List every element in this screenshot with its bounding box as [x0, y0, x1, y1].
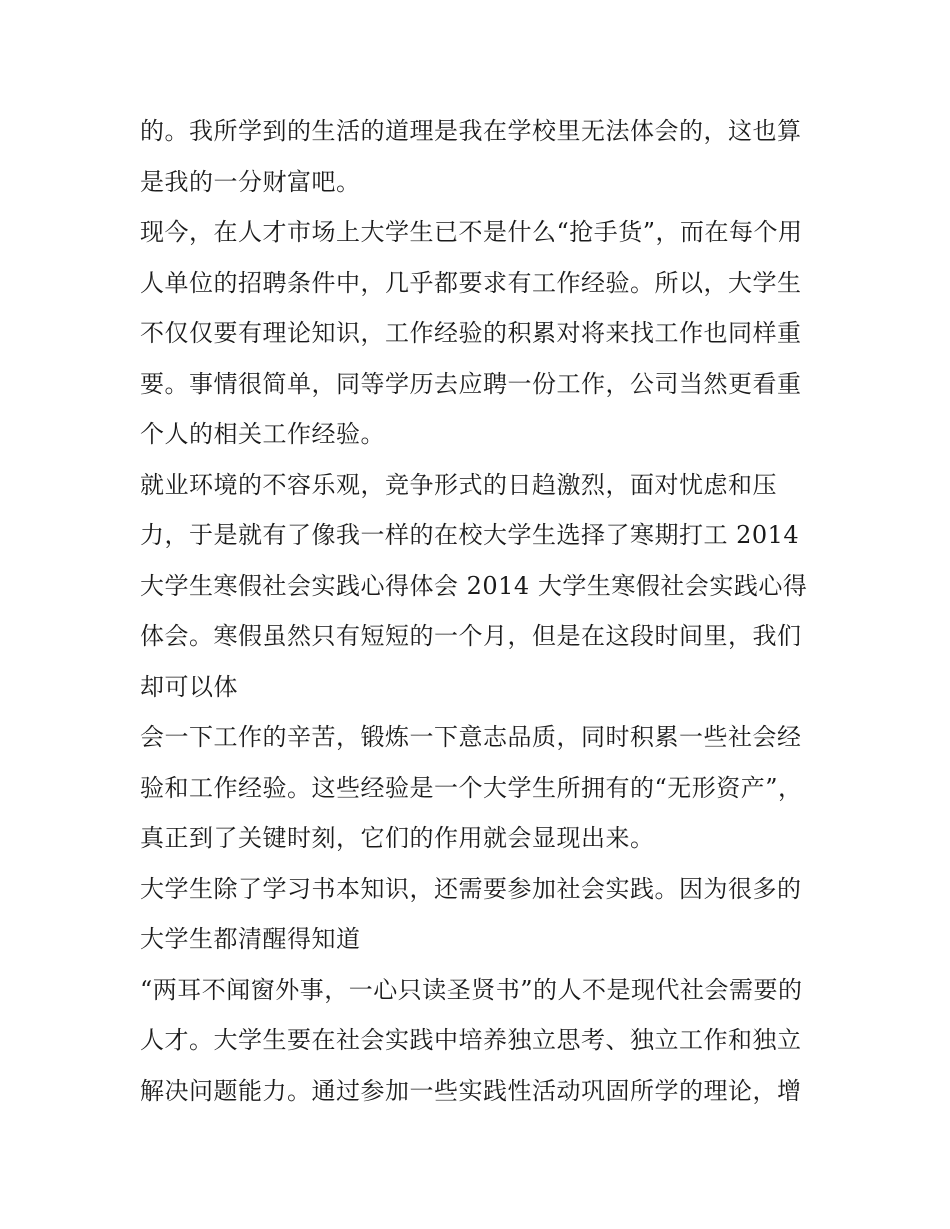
text-line: 真正到了关键时刻，它们的作用就会显现出来。 — [140, 824, 655, 852]
text-line: 力，于是就有了像我一样的在校大学生选择了寒期打工 2014 — [140, 521, 800, 549]
text-line: “两耳不闻窗外事，一心只读圣贤书”的人不是现代社会需要的 — [140, 975, 803, 1004]
text-line: 就业环境的不容乐观，竞争形式的日趋激烈，面对忧虑和压 — [140, 470, 777, 499]
text-line: 大学生除了学习书本知识，还需要参加社会实践。因为很多的 — [140, 874, 802, 903]
text-line: 不仅仅要有理论知识，工作经验的积累对将来找工作也同样重 — [140, 319, 802, 347]
body-text — [140, 106, 840, 1116]
text-line: 会一下工作的辛苦，锻炼一下意志品质，同时积累一些社会经 — [140, 723, 802, 751]
text-line: 解决问题能力。通过参加一些实践性活动巩固所学的理论，增 — [140, 1076, 802, 1105]
text-line: 的。我所学到的生活的道理是我在学校里无法体会的，这也算 — [140, 117, 802, 145]
text-line: 是我的一分财富吧。 — [140, 167, 361, 196]
text-line: 要。事情很简单，同等学历去应聘一份工作，公司当然更看重 — [140, 369, 802, 398]
text-line: 人才。大学生要在社会实践中培养独立思考、独立工作和独立 — [140, 1026, 802, 1054]
text-line: 人单位的招聘条件中，几乎都要求有工作经验。所以，大学生 — [140, 268, 802, 297]
text-line: 体会。寒假虽然只有短短的一个月，但是在这段时间里，我们 — [140, 622, 802, 650]
text-line: 却可以体 — [140, 672, 238, 701]
text-line: 大学生寒假社会实践心得体会 2014 大学生寒假社会实践心得 — [140, 571, 808, 600]
text-line: 现今，在人才市场上大学生已不是什么“抢手货”，而在每个用 — [140, 218, 803, 246]
text-line: 验和工作经验。这些经验是一个大学生所拥有的“无形资产”， — [140, 773, 803, 802]
text-line: 个人的相关工作经验。 — [140, 420, 385, 448]
text-line: 大学生都清醒得知道 — [140, 925, 361, 953]
